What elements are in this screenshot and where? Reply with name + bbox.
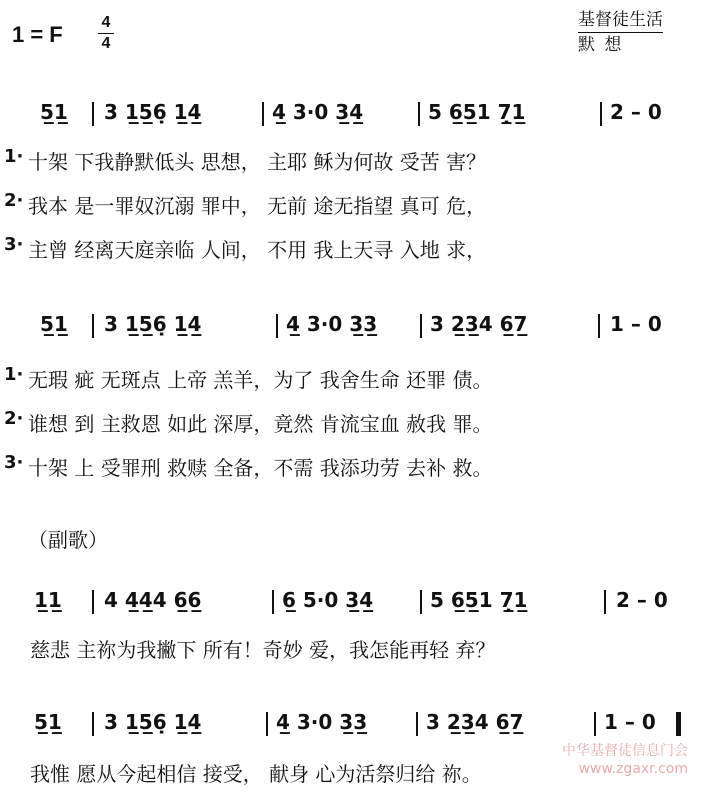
watermark-line-2: www.zgaxr.com <box>578 761 688 777</box>
measure-4: 2 – 0 <box>616 588 668 612</box>
barline <box>272 590 274 614</box>
notation-line-1 <box>0 100 702 126</box>
measure-3: 3 2̲3̲4 6̲7̲ <box>430 312 528 336</box>
lyric-text: 我本 是一罪奴沉溺 罪中， 无前 途无指望 真可 危， <box>28 194 487 218</box>
barline <box>416 712 418 736</box>
measure-1: 3 1̲5̲6̣ 1̲4̲ <box>104 100 202 124</box>
barline <box>92 102 94 126</box>
watermark-line-1: 中华基督徒信息门会 <box>562 743 688 759</box>
lyric-text: 十架 上 受罪刑 救赎 全备，不需 我添功劳 去补 救。 <box>28 456 493 480</box>
lyric-verse-3-line-2 <box>0 452 702 480</box>
notation-chorus-1 <box>0 588 702 614</box>
barline <box>276 314 278 338</box>
lyric-text: 我惟 愿从今起相信 接受， 献身 心为活祭归给 祢。 <box>30 762 482 786</box>
lyric-verse-2-line-1 <box>0 190 702 218</box>
measure-1: 4 4̲4̲4 6̲6̲ <box>104 588 202 612</box>
barline <box>598 314 600 338</box>
barline <box>92 712 94 736</box>
chorus-label: （副歌） <box>28 528 108 552</box>
lyric-verse-1-line-1 <box>0 146 702 174</box>
barline <box>420 314 422 338</box>
barline <box>262 102 264 126</box>
barline <box>266 712 268 736</box>
barline <box>92 590 94 614</box>
lyric-text: 主曾 经离天庭亲临 人间， 不用 我上天寻 入地 求， <box>28 238 487 262</box>
verse-number: 1· <box>4 146 24 167</box>
lyric-verse-2-line-2 <box>0 408 702 436</box>
meter-bottom: 4 <box>101 35 111 52</box>
measure-2: 4̲ 3·0 3̲3̲ <box>276 710 368 734</box>
measure-pickup: 5̲1̲ <box>40 100 68 124</box>
lyric-text: 谁想 到 主救恩 如此 深厚，竟然 肯流宝血 赦我 罪。 <box>28 412 493 436</box>
measure-4: 1 – 0 <box>610 312 662 336</box>
measure-1: 3 1̲5̲6̣ 1̲4̲ <box>104 312 202 336</box>
lyric-verse-3-line-1 <box>0 234 702 262</box>
song-category: 基督徒生活 <box>578 8 663 33</box>
barline <box>600 102 602 126</box>
lyric-chorus-line-1 <box>0 634 702 662</box>
measure-2: 4̲ 3·0 3̲3̲ <box>286 312 378 336</box>
barline <box>418 102 420 126</box>
barline <box>420 590 422 614</box>
notation-chorus-2 <box>0 710 702 736</box>
lyric-text: 慈悲 主祢为我撇下 所有！奇妙 爱，我怎能再轻 弃？ <box>30 638 496 662</box>
verse-number: 3· <box>4 234 24 255</box>
measure-4: 2 – 0 <box>610 100 662 124</box>
verse-number: 1· <box>4 364 24 385</box>
barline <box>604 590 606 614</box>
measure-1: 3 1̲5̲6̣ 1̲4̲ <box>104 710 202 734</box>
verse-number: 2· <box>4 190 24 211</box>
measure-2: 6̲ 5·0 3̲4̲ <box>282 588 374 612</box>
measure-2: 4̲ 3·0 3̲4̲ <box>272 100 364 124</box>
measure-4: 1 – 0 <box>604 710 656 734</box>
lyric-text: 无瑕 疵 无斑点 上帝 羔羊，为了 我舍生命 还罪 债。 <box>28 368 493 392</box>
measure-pickup: 1̲1̲ <box>34 588 62 612</box>
meter-top: 4 <box>101 14 111 31</box>
lyric-verse-1-line-2 <box>0 364 702 392</box>
verse-number: 3· <box>4 452 24 473</box>
song-author: 默 想 <box>578 35 624 55</box>
measure-3: 5 6̲5̲1 7̣̲1̲ <box>430 588 528 612</box>
credits <box>578 8 678 57</box>
measure-3: 3 2̲3̲4 6̲7̲ <box>426 710 524 734</box>
verse-number: 2· <box>4 408 24 429</box>
watermark <box>562 742 688 778</box>
lyric-text: 十架 下我静默低头 思想， 主耶 稣为何故 受苦 害？ <box>28 150 487 174</box>
measure-pickup: 5̲1̲ <box>40 312 68 336</box>
meter-bar <box>98 33 114 34</box>
measure-3: 5 6̲5̲1 7̣̲1̲ <box>428 100 526 124</box>
barline <box>92 314 94 338</box>
measure-pickup: 5̲1̲ <box>34 710 62 734</box>
final-barline <box>676 712 681 736</box>
notation-line-2 <box>0 312 702 338</box>
time-signature <box>96 14 116 53</box>
barline <box>594 712 596 736</box>
key-signature: 1 = F <box>12 22 63 47</box>
